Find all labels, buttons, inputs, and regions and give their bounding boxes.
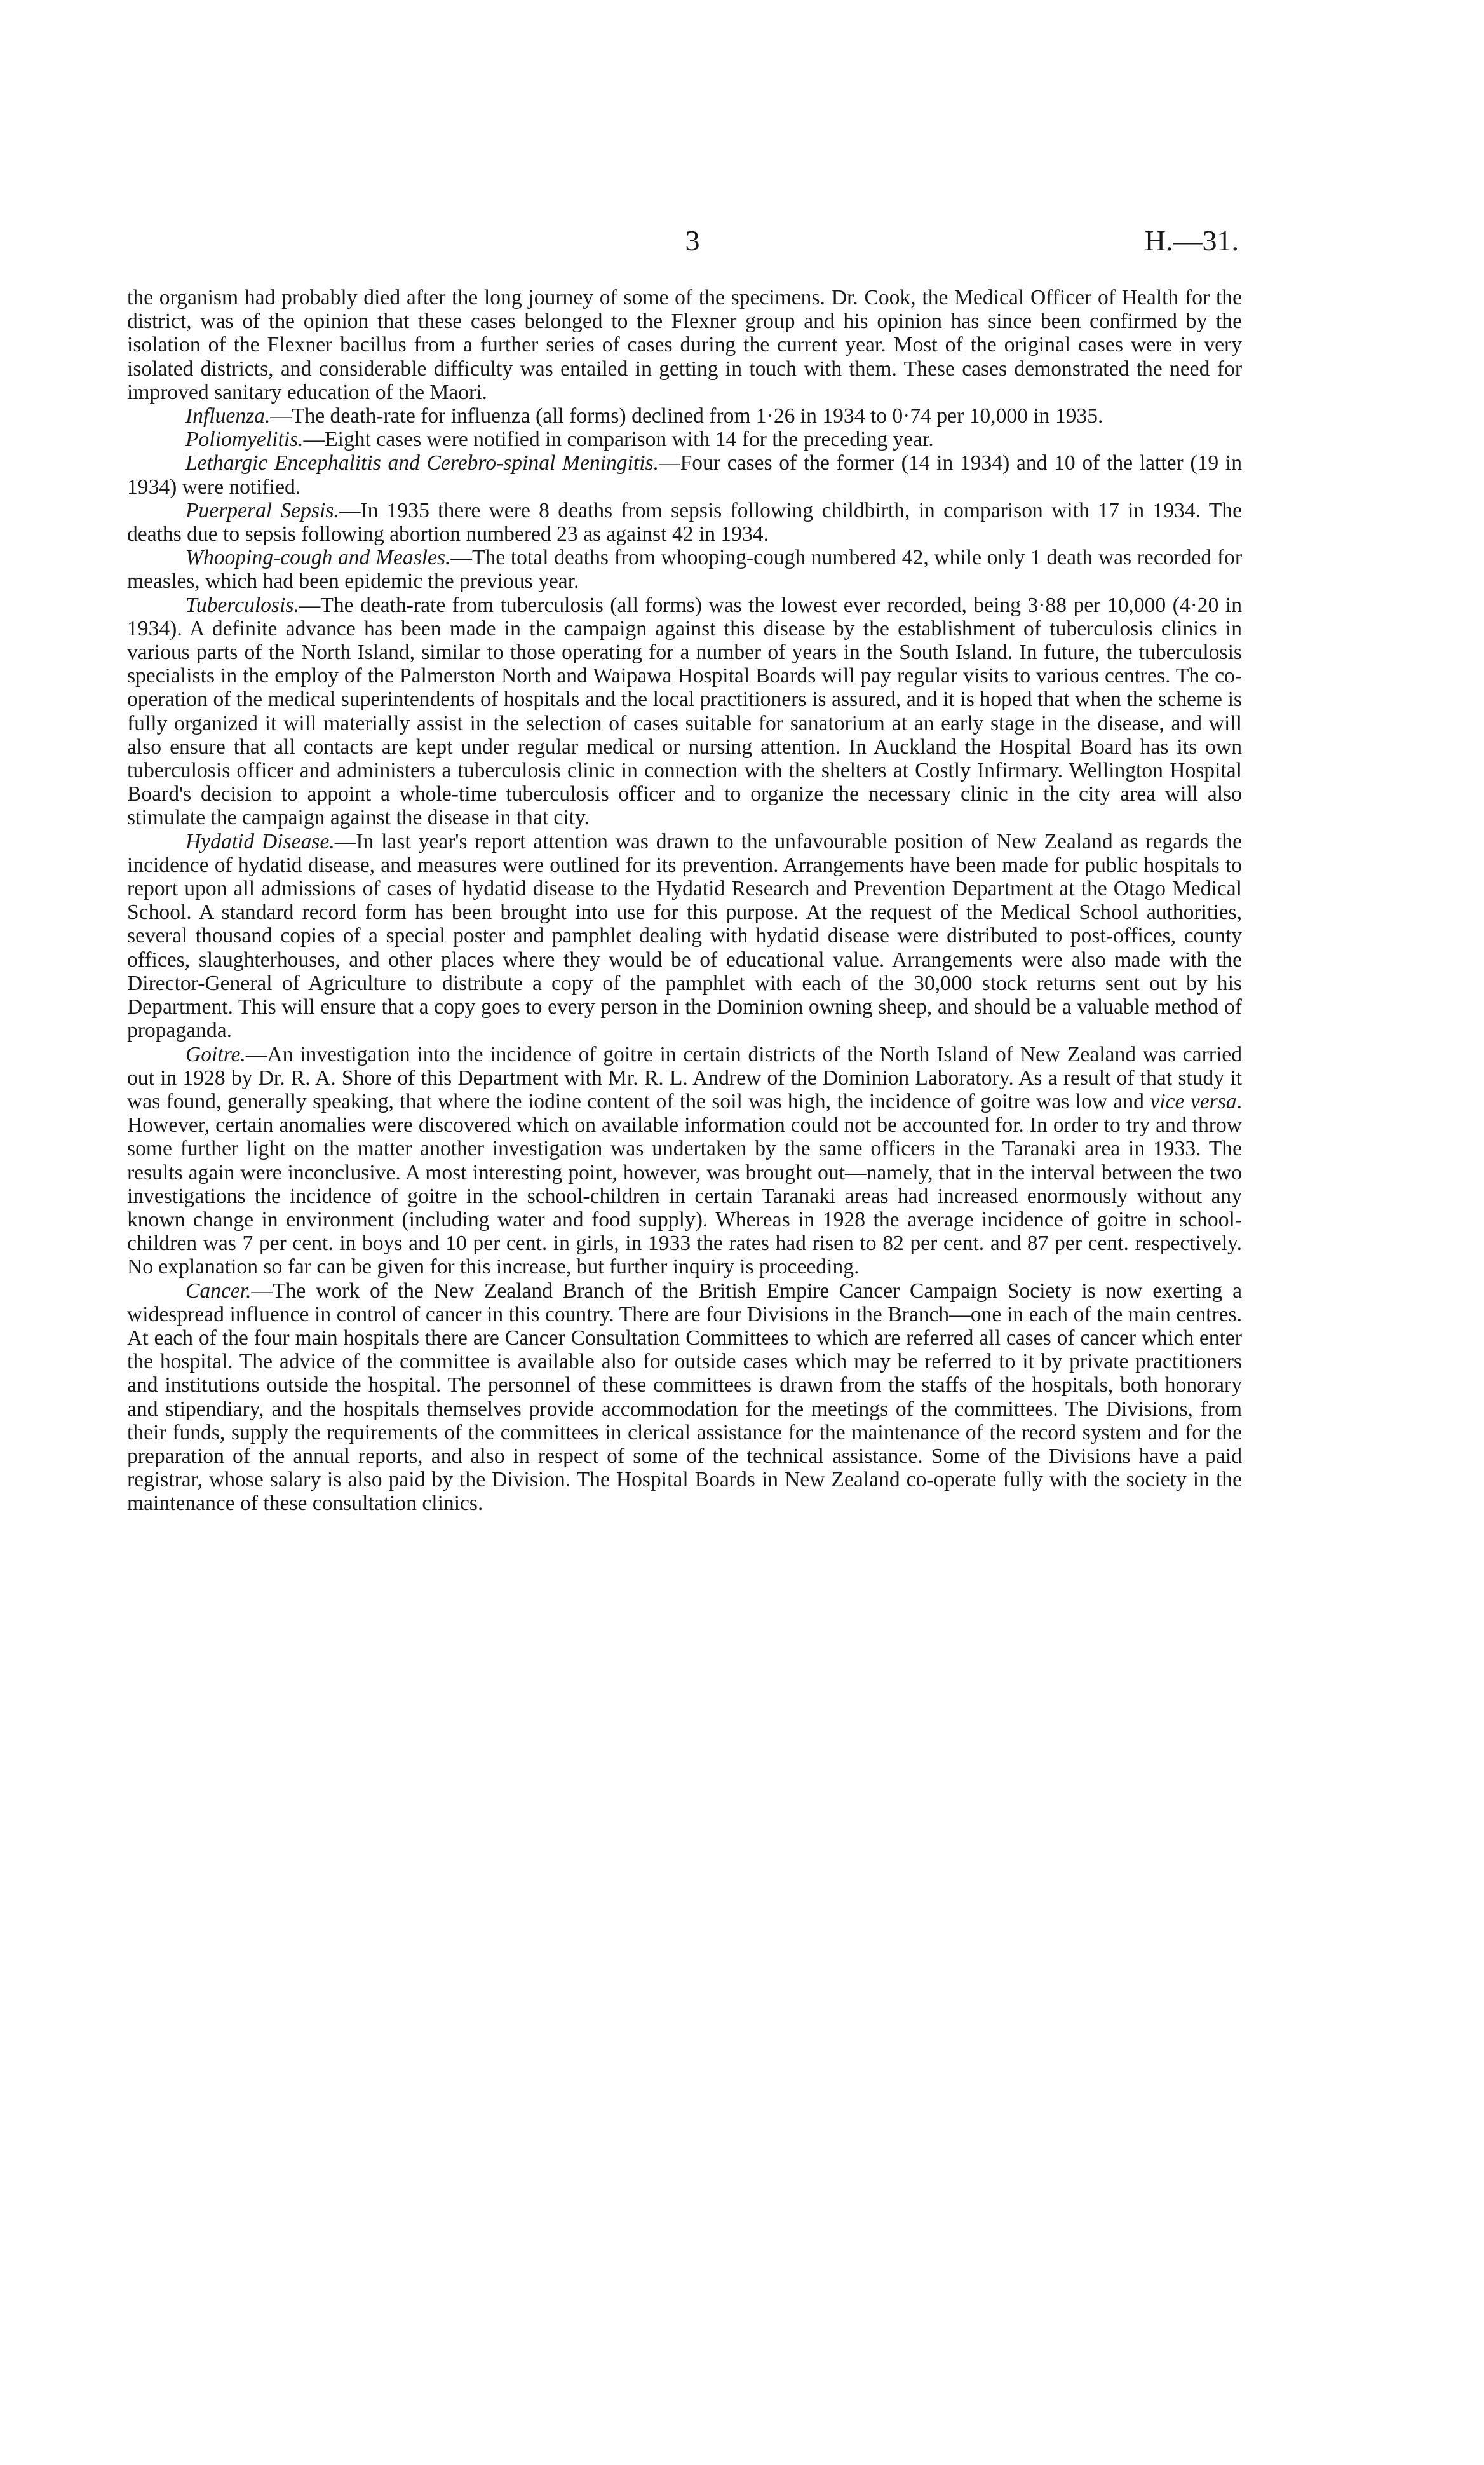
section-heading-tuberculosis: Tuberculosis. [186,593,299,617]
section-heading-encephalitis-meningitis: Lethargic Encephalitis and Cerebro-spinal Meningitis. [186,451,659,475]
paragraph-hydatid-disease [127,830,1242,1043]
body-text [127,286,1242,1516]
paragraph-puerperal-sepsis [127,499,1242,546]
paragraph-text: —In 1935 there were 8 deaths from sepsis following childbirth, in comparison with 17 in 1934. The deaths due to sepsis following abortion numbered 23 as against 42 in 1934. [127,498,1242,547]
document-reference: H.—31. [1144,224,1239,257]
paragraph-text: —In last year's report attention was drawn to the unfavourable position of New Zealand as regards the incidence of hydatid disease, and measures were outlined for its prevention. Arrangements have been made for public hospitals to report upon all admissions of cases of hydatid disease to the Hydatid Research and Prevention Department at the Otago Medical School. A standard record form has been brought into use for this purpose. At the request of the Medical School authorities, several thousand copies of a special poster and pamphlet dealing with hydatid disease were distributed to post-offices, county offices, slaughterhouses, and other places where they would be of educational value. Arrangements were also made with the Director-General of Agriculture to distribute a copy of the pamphlet with each of the 30,000 stock returns sent out by his Department. This will ensure that a copy goes to every person in the Dominion owning sheep, and should be a valuable method of propaganda. [127,829,1242,1043]
paragraph-text: —Eight cases were notified in comparison with 14 for the preceding year. [303,428,934,452]
section-heading-whooping-cough-measles: Whooping-cough and Measles. [186,546,451,570]
paragraph-text: —An investigation into the incidence of goitre in certain districts of the North Island of New Zealand was carried out in 1928 by Dr. R. A. Shore of this Department with Mr. R. L. Andrew of the Dominion Laboratory. As a result of that study it was found, generally speaking, that where the iodine content of the soil was high, the incidence of goitre was low and [127,1042,1242,1113]
section-heading-influenza: Influenza. [186,404,271,428]
section-heading-goitre: Goitre. [186,1042,246,1066]
paragraph-text: —The death-rate from tuberculosis (all forms) was the lowest ever recorded, being 3·88 per 10,000 (4·20 in 1934). A definite advance has been made in the campaign against this disease by the establishment of tuberculosis clinics in various parts of the North Island, similar to those operating for a number of years in the South Island. In future, the tuberculosis specialists in the employ of the Palmerston North and Waipawa Hospital Boards will pay regular visits to various centres. The co-operation of the medical superintendents of hospitals and the local practitioners is assured, and it is hoped that when the scheme is fully organized it will materially assist in the selection of cases suitable for sanatorium at an early stage in the disease, and will also ensure that all contacts are kept under regular medical or nursing attention. In Auckland the Hospital Board has its own tuberculosis officer and administers a tuberculosis clinic in connection with the shelters at Costly Infirmary. Wellington Hospital Board's decision to appoint a whole-time tuberculosis officer and to organize the necessary clinic in the city area will also stimulate the campaign against the disease in that city. [127,593,1242,830]
paragraph-whooping-cough-measles [127,546,1242,593]
paragraph-text: . However, certain anomalies were discovered which on available information could not be accounted for. In order to try and throw some further light on the matter another investigation was undertaken by the same officers in the Taranaki area in 1933. The results again were inconclusive. A most interesting point, however, was brought out—namely, that in the interval between the two investigations the incidence of goitre in the school-children in certain Taranaki areas had increased enormously without any known change in environment (including water and food supply). Whereas in 1928 the average incidence of goitre in school-children was 7 per cent. in boys and 10 per cent. in girls, in 1933 the rates had risen to 82 per cent. and 87 per cent. respectively. No explanation so far can be given for this increase, but further inquiry is proceeding. [127,1089,1242,1279]
section-heading-cancer: Cancer. [186,1279,252,1303]
paragraph-text: —Four cases of the former (14 in 1934) and 10 of the latter (19 in 1934) were notified. [127,451,1242,499]
section-heading-puerperal-sepsis: Puerperal Sepsis. [186,498,339,522]
paragraph-text: the organism had probably died after the long journey of some of the specimens. Dr. Cook, the Medical Officer of Health for the district, was of the opinion that these cases belonged to the Flexner group and his opinion has since been confirmed by the isolation of the Flexner bacillus from a further series of cases during the current year. Most of the original cases were in very isolated districts, and considerable difficulty was entailed in getting in touch with them. These cases demonstrated the need for improved sanitary education of the Maori. [127,286,1242,404]
paragraph-goitre [127,1043,1242,1279]
paragraph-tuberculosis [127,594,1242,830]
page-number: 3 [685,224,700,257]
paragraph-text: —The death-rate for influenza (all forms) declined from 1·26 in 1934 to 0·74 per 10,000 in 1935. [270,404,1103,428]
paragraph-poliomyelitis [127,428,1242,451]
emphasis-text: vice versa [1150,1089,1237,1113]
paragraph-influenza [127,404,1242,428]
paragraph-encephalitis-meningitis [127,451,1242,498]
section-heading-poliomyelitis: Poliomyelitis. [186,428,304,452]
paragraph-cancer [127,1279,1242,1516]
paragraph-dysentery-continued [127,286,1242,404]
section-heading-hydatid-disease: Hydatid Disease. [186,829,335,853]
paragraph-text: —The total deaths from whooping-cough numbered 42, while only 1 death was recorded for measles, which had been epidemic the previous year. [127,546,1243,594]
paragraph-text: —The work of the New Zealand Branch of the British Empire Cancer Campaign Society is now exerting a widespread influence in control of cancer in this country. There are four Divisions in the Branch—one in each of the main centres. At each of the four main hospitals there are Cancer Consultation Committees to which are referred all cases of cancer which enter the hospital. The advice of the committee is available also for outside cases which may be referred to it by private practitioners and institutions outside the hospital. The personnel of these committees is drawn from the staffs of the hospitals, both honorary and stipendiary, and the hospitals themselves provide accommodation for the meetings of the committees. The Divisions, from their funds, supply the requirements of the committees in clerical assistance for the maintenance of the record system and for the preparation of the annual reports, and also in respect of some of the technical assistance. Some of the Divisions have a paid registrar, whose salary is also paid by the Division. The Hospital Boards in New Zealand co-operate fully with the society in the maintenance of these consultation clinics. [127,1279,1242,1516]
